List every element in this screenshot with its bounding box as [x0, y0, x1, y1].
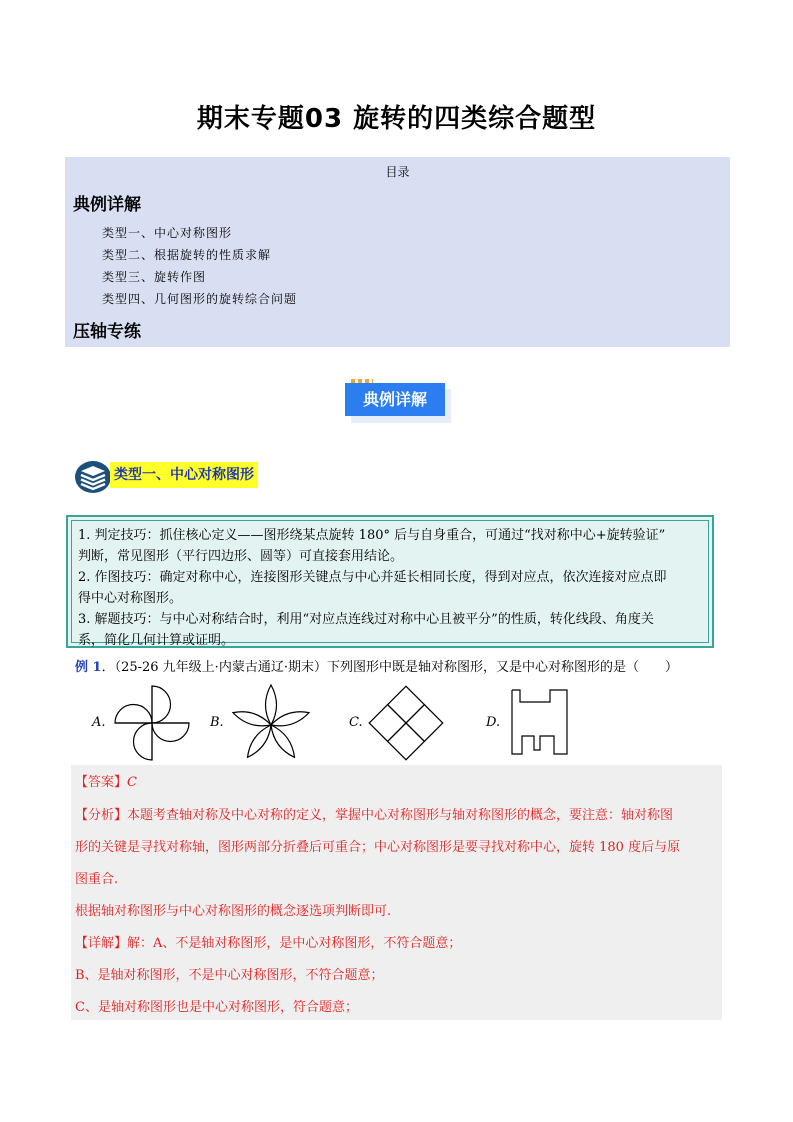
tip-line: 判断，常见图形（平行四边形、圆等）可直接套用结论。: [78, 549, 404, 564]
example-number: 例 1: [75, 660, 102, 675]
pinwheel-figure: [113, 684, 191, 762]
example-question: [75, 656, 678, 675]
badge-dots: [351, 379, 373, 383]
section-badge-label: 典例详解: [345, 383, 445, 416]
analysis-line: 图重合.: [75, 872, 119, 887]
tip-line: 得中心对称图形。: [78, 591, 183, 606]
five-petal-figure: [230, 683, 312, 763]
analysis-line: 【分析】本题考查轴对称及中心对称的定义，掌握中心对称图形与轴对称图形的概念，要注意：轴对称图: [75, 808, 674, 823]
tip-line: 2. 作图技巧：确定对称中心，连接图形关键点与中心并延长相同长度，得到对应点，依次连接对应点即: [78, 570, 667, 585]
toc-heading: 目录: [385, 165, 410, 179]
page-title: 期末专题03 旋转的四类综合题型: [196, 104, 597, 134]
toc-section-practice[interactable]: 压轴专练: [73, 322, 141, 342]
detail-line: 【详解】解：A、不是轴对称图形，是中心对称图形，不符合题意；: [75, 936, 462, 951]
type-heading: 类型一、中心对称图形: [110, 462, 258, 488]
toc-item-2[interactable]: 类型二、根据旋转的性质求解: [102, 248, 272, 262]
diamond-grid-figure: [368, 685, 444, 761]
tips-box: [66, 515, 714, 648]
section-badge: [345, 383, 453, 423]
option-a-label: A.: [92, 715, 106, 730]
detail-line: B、是轴对称图形，不是中心对称图形，不符合题意；: [75, 968, 384, 983]
answer-box: [71, 765, 722, 1020]
tip-line: 3. 解题技巧：与中心对称结合时，利用“对应点连线过对称中心且被平分”的性质，转化线段、角度关: [78, 612, 654, 627]
option-b-label: B.: [210, 715, 224, 730]
analysis-line: 根据轴对称图形与中心对称图形的概念逐选项判断即可.: [75, 904, 392, 919]
answer-line: 【答案】C: [75, 775, 137, 790]
toc-item-4[interactable]: 类型四、几何图形的旋转综合问题: [102, 292, 298, 306]
example-text: ．（25-26 九年级上·内蒙古通辽·期末）下列图形中既是轴对称图形，又是中心对称图形的是（ ）: [101, 660, 678, 675]
toc-item-1[interactable]: 类型一、中心对称图形: [102, 226, 233, 240]
tip-line: 1. 判定技巧：抓住核心定义——图形绕某点旋转 180° 后与自身重合，可通过“找对称中心+旋转验证”: [78, 528, 666, 543]
tip-line: 系，简化几何计算或证明。: [78, 633, 235, 648]
analysis-line: 形的关键是寻找对称轴，图形两部分折叠后可重合；中心对称图形是要寻找对称中心，旋转 180 度后与原: [75, 840, 681, 855]
table-of-contents: [65, 157, 730, 347]
option-d-label: D.: [486, 715, 501, 730]
toc-item-3[interactable]: 类型三、旋转作图: [102, 270, 207, 284]
detail-line: C、是轴对称图形也是中心对称图形，符合题意；: [75, 1000, 358, 1015]
answer-value: C: [127, 775, 137, 790]
books-icon: [74, 460, 112, 494]
block-shape-figure: [510, 688, 570, 756]
toc-section-examples[interactable]: 典例详解: [73, 195, 141, 215]
option-c-label: C.: [349, 715, 363, 730]
